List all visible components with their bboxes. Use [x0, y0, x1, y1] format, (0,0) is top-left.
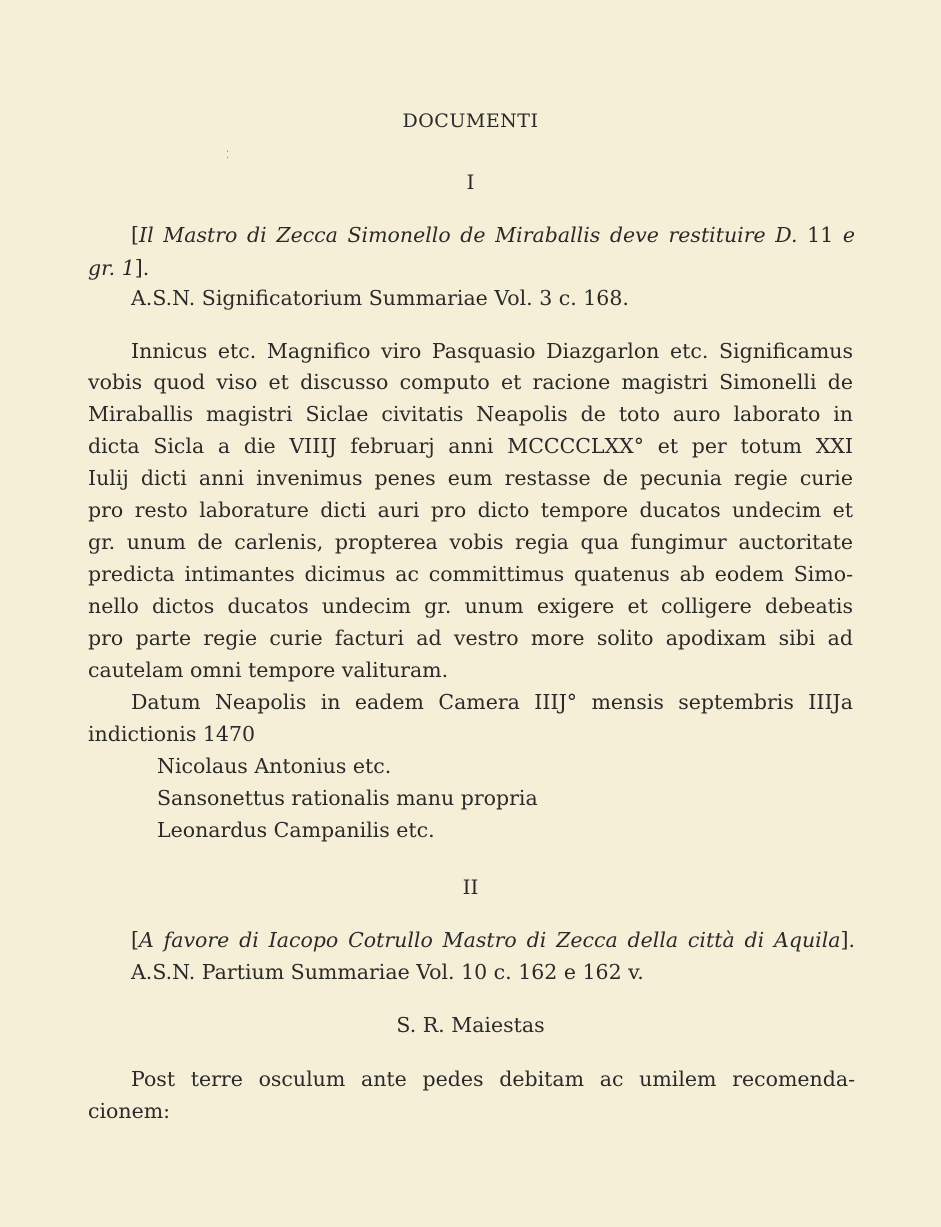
- title-italic-text: Il Mastro di Zecca Simonello de Miraballis deve restituire D.: [139, 223, 798, 247]
- document-1-source: A.S.N. Significatorium Summariae Vol. 3 c. 168.: [131, 286, 629, 310]
- document-1-title-line-1: [131, 225, 855, 246]
- document-2-source: A.S.N. Partium Summariae Vol. 10 c. 162 e 162 v.: [131, 960, 644, 984]
- signature-line: Nicolaus Antonius etc.: [157, 754, 392, 778]
- document-2-number: II: [462, 875, 479, 899]
- title-italic-text: A favore di Iacopo Cotrullo Mastro di Zecca della città di Aquila: [139, 928, 841, 952]
- body-line: Miraballis magistri Siclae civitatis Neapolis de toto auro laborato in: [88, 402, 853, 426]
- title-italic-gr: gr. 1: [88, 256, 135, 280]
- body-line: pro resto laborature dicti auri pro dicto tempore ducatos undecim et: [88, 498, 853, 522]
- bracket-close: ].: [840, 928, 855, 952]
- document-2-title: [131, 930, 855, 951]
- page-heading: DOCUMENTI: [402, 110, 539, 132]
- body-line: nello dictos ducatos undecim gr. unum exigere et colligere debeatis: [88, 594, 853, 618]
- body-line: cautelam omni tempore valituram.: [88, 658, 449, 682]
- body-line: gr. unum de carlenis, propterea vobis regia qua fungimur auctoritate: [88, 530, 853, 554]
- body-line: pro parte regie curie facturi ad vestro more solito apodixam sibi ad: [88, 626, 853, 650]
- body-line: Post terre osculum ante pedes debitam ac umilem recomenda-: [131, 1067, 855, 1091]
- document-1-number: I: [466, 170, 475, 194]
- body-line: vobis quod viso et discusso computo et racione magistri Simonelli de: [88, 370, 853, 394]
- body-line: Iulij dicti anni invenimus penes eum restasse de pecunia regie curie: [88, 466, 853, 490]
- body-line: cionem:: [88, 1099, 171, 1123]
- bracket-open: [: [131, 928, 139, 952]
- body-line: Innicus etc. Magnifico viro Pasquasio Diazgarlon etc. Significamus: [131, 339, 853, 363]
- title-upright-text: 11: [797, 223, 843, 247]
- body-line: dicta Sicla a die VIIIJ februarj anni MCCCCLXX° et per totum XXI: [88, 434, 853, 458]
- ink-speck: ⁚: [226, 150, 230, 161]
- bracket-open: [: [131, 223, 139, 247]
- datum-line-2: indictionis 1470: [88, 722, 256, 746]
- signature-line: Sansonettus rationalis manu propria: [157, 786, 538, 810]
- bracket-close: ].: [134, 256, 150, 280]
- signature-line: Leonardus Campanilis etc.: [157, 818, 435, 842]
- body-line: predicta intimantes dicimus ac committimus quatenus ab eodem Simo-: [88, 562, 853, 586]
- title-italic-e: e: [842, 223, 856, 247]
- datum-line-1: Datum Neapolis in eadem Camera IIIJ° mensis septembris IIIJa: [131, 690, 853, 714]
- document-1-title-line-2: [88, 258, 149, 279]
- salutation: S. R. Maiestas: [396, 1013, 545, 1037]
